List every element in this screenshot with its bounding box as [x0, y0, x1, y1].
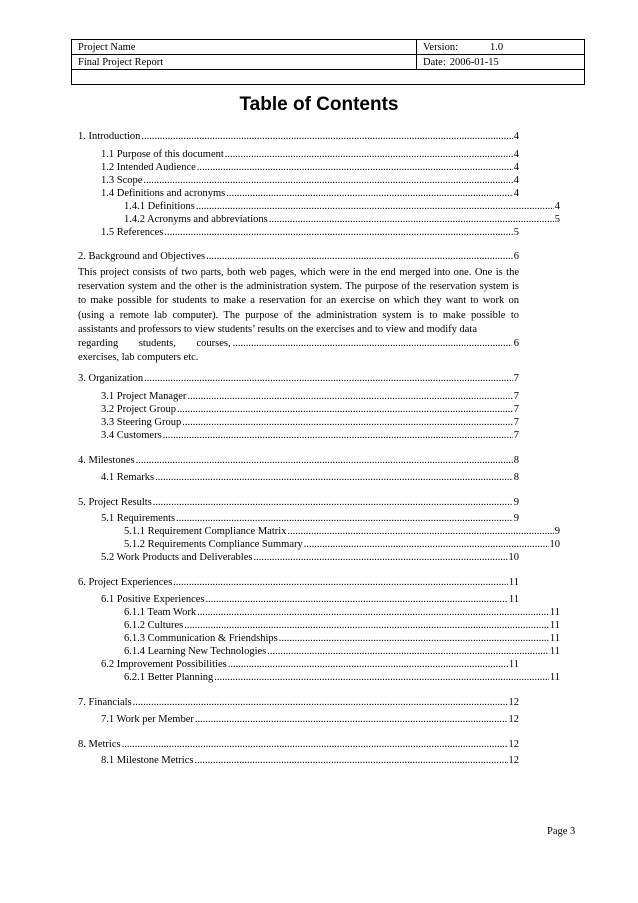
toc-leader-dots — [153, 496, 513, 509]
toc-entry-page: 8 — [513, 472, 519, 483]
report-name-cell: Final Project Report — [72, 55, 417, 70]
background-paragraph-tail-text: regarding students, courses, exercises, lab computers etc. — [78, 338, 231, 364]
toc-entry-page: 4 — [513, 188, 519, 199]
toc-entry-page: 8 — [513, 455, 519, 466]
toc-entry-label: 3.3 Steering Group — [101, 417, 182, 428]
toc-leader-dots — [141, 130, 512, 143]
toc-entry-label: 4.1 Remarks — [101, 472, 155, 483]
toc-entry-5[interactable] — [78, 496, 519, 509]
toc-entry-6-1-3[interactable] — [124, 632, 560, 645]
toc-entry-label: 5.1.1 Requirement Compliance Matrix — [124, 526, 287, 537]
toc-entry-page: 11 — [508, 577, 519, 588]
toc-entry-label: 1.2 Intended Audience — [101, 162, 196, 173]
toc-entry-label: 5. Project Results — [78, 497, 152, 508]
toc-entry-page: 12 — [508, 714, 519, 725]
toc-entry-7[interactable] — [78, 696, 519, 709]
toc-leader-dots — [214, 671, 549, 684]
toc-entry-1[interactable] — [78, 130, 519, 143]
toc-leader-dots — [143, 174, 512, 187]
toc-entry-label: 6.2.1 Better Planning — [124, 672, 214, 683]
toc-entry-label: 6.1.2 Cultures — [124, 620, 184, 631]
version-label: Version: — [423, 41, 458, 53]
toc-leader-dots — [164, 226, 512, 239]
date-label: Date: — [423, 56, 446, 68]
toc-entry-1-5[interactable] — [101, 226, 519, 239]
page-title: Table of Contents — [239, 94, 399, 115]
toc-entry-label: 3. Organization — [78, 373, 144, 384]
toc-entry-label: 6.1.4 Learning New Technologies — [124, 646, 267, 657]
toc-entry-8[interactable] — [78, 738, 519, 751]
toc-leader-dots — [206, 593, 508, 606]
toc-entry-4[interactable] — [78, 454, 519, 467]
toc-leader-dots — [197, 606, 549, 619]
toc-leader-dots — [267, 645, 549, 658]
toc-entry-label: 2. Background and Objectives — [78, 251, 206, 262]
toc-entry-label: 3.2 Project Group — [101, 404, 176, 415]
toc-entry-7-1[interactable] — [101, 713, 519, 726]
toc-leader-dots — [155, 471, 513, 484]
toc-entry-page: 11 — [549, 620, 560, 631]
toc-entry-page: 11 — [508, 594, 519, 605]
toc-entry-page: 12 — [508, 755, 519, 766]
page-number: Page 3 — [547, 826, 576, 837]
toc-leader-dots — [184, 619, 549, 632]
toc-entry-page: 6 — [513, 251, 519, 262]
toc-entry-label: 8.1 Milestone Metrics — [101, 755, 194, 766]
toc-entry-page: 11 — [549, 607, 560, 618]
toc-entry-page: 10 — [549, 539, 560, 550]
toc-entry-page: 10 — [508, 552, 519, 563]
toc-leader-dots — [197, 161, 513, 174]
toc-leader-dots — [206, 250, 513, 263]
toc-entry-label: 7. Financials — [78, 697, 132, 708]
toc-entry-label: 1.4.1 Definitions — [124, 201, 195, 212]
toc-entry-page: 9 — [513, 497, 519, 508]
toc-entry-5-1-2[interactable] — [124, 538, 560, 551]
background-paragraph — [78, 266, 519, 365]
toc-entry-6-2-1[interactable] — [124, 671, 560, 684]
toc-leader-dots — [225, 148, 513, 161]
toc-entry-label: 6.1.3 Communication & Friendships — [124, 633, 278, 644]
toc-entry-page: 4 — [554, 201, 560, 212]
toc-leader-dots — [233, 337, 512, 351]
toc-leader-dots — [144, 372, 513, 385]
toc-leader-dots — [182, 416, 513, 429]
toc-entry-page: 4 — [513, 149, 519, 160]
toc-entry-page: 5 — [554, 214, 560, 225]
toc-leader-dots — [196, 200, 554, 213]
toc-entry-3[interactable] — [78, 372, 519, 385]
toc-leader-dots — [279, 632, 549, 645]
toc-entry-label: 1. Introduction — [78, 131, 141, 142]
toc-entry-label: 4. Milestones — [78, 455, 135, 466]
toc-entry-page: 11 — [549, 633, 560, 644]
toc-entry-6-1-2[interactable] — [124, 619, 560, 632]
toc-entry-page: 11 — [508, 659, 519, 670]
toc-entry-label: 5.1 Requirements — [101, 513, 176, 524]
toc-entry-5-1-1[interactable] — [124, 525, 560, 538]
toc-leader-dots — [187, 390, 512, 403]
toc-entry-page: 11 — [549, 646, 560, 657]
toc-leader-dots — [136, 454, 513, 467]
toc-entry-label: 5.1.2 Requirements Compliance Summary — [124, 539, 303, 550]
toc-leader-dots — [195, 713, 508, 726]
toc-leader-dots — [133, 696, 508, 709]
background-paragraph-tail — [78, 337, 519, 365]
toc-entry-1-4-2[interactable] — [124, 213, 560, 226]
toc-entry-label: 1.1 Purpose of this document — [101, 149, 224, 160]
toc-entry-3-1[interactable] — [101, 390, 519, 403]
toc-entry-label: 7.1 Work per Member — [101, 714, 194, 725]
toc-entry-label: 1.3 Scope — [101, 175, 143, 186]
toc-leader-dots — [177, 403, 513, 416]
toc-entry-3-4[interactable] — [101, 429, 519, 442]
toc-leader-dots — [163, 429, 513, 442]
toc-entry-page: 7 — [513, 430, 519, 441]
toc-entry-6-1-1[interactable] — [124, 606, 560, 619]
toc-entry-1-1[interactable] — [101, 148, 519, 161]
toc-entry-label: 1.5 References — [101, 227, 164, 238]
background-paragraph-page: 6 — [513, 338, 519, 350]
toc-entry-page: 9 — [513, 513, 519, 524]
toc-entry-page: 4 — [513, 131, 519, 142]
toc-entry-label: 6.1.1 Team Work — [124, 607, 197, 618]
toc-entry-page: 4 — [513, 162, 519, 173]
toc-entry-1-3[interactable] — [101, 174, 519, 187]
toc-entry-1-4[interactable] — [101, 187, 519, 200]
toc-entry-page: 7 — [513, 391, 519, 402]
toc-entry-page: 12 — [508, 697, 519, 708]
toc-leader-dots — [228, 658, 508, 671]
toc-entry-label: 1.4 Definitions and acronyms — [101, 188, 226, 199]
date-value: 2006-01-15 — [449, 56, 499, 68]
toc-leader-dots — [253, 551, 507, 564]
toc-entry-4-1[interactable] — [101, 471, 519, 484]
background-paragraph-text: This project consists of two parts, both web pages, which were in the end merged into one. One is the reservation system and the other is the administration system. The purpose of the reservation system is to make possible for students to make a reservation for an exercise on which they want to work on (using a remote lab computer). The purpose of the administration system is to make possible to assistants and professors to view students’ results on the exercises and to view and modify data — [78, 267, 519, 335]
toc-leader-dots — [173, 576, 508, 589]
toc-entry-6-1[interactable] — [101, 593, 519, 606]
toc-entry-6-1-4[interactable] — [124, 645, 560, 658]
toc-entry-page: 12 — [508, 739, 519, 750]
toc-entry-page: 9 — [554, 526, 560, 537]
toc-entry-3-2[interactable] — [101, 403, 519, 416]
toc-entry-label: 1.4.2 Acronyms and abbreviations — [124, 214, 268, 225]
toc-entry-5-1[interactable] — [101, 512, 519, 525]
toc-entry-1-4-1[interactable] — [124, 200, 560, 213]
toc-entry-label: 6.1 Positive Experiences — [101, 594, 205, 605]
toc-entry-page: 7 — [513, 373, 519, 384]
toc-entry-3-3[interactable] — [101, 416, 519, 429]
toc-entry-6[interactable] — [78, 576, 519, 589]
toc-entry-page: 11 — [549, 672, 560, 683]
toc-entry-label: 5.2 Work Products and Deliverables — [101, 552, 253, 563]
toc-leader-dots — [287, 525, 553, 538]
toc-entry-8-1[interactable] — [101, 754, 519, 767]
toc-entry-label: 6. Project Experiences — [78, 577, 173, 588]
toc-entry-6-2[interactable] — [101, 658, 519, 671]
toc-leader-dots — [194, 754, 507, 767]
toc-entry-label: 6.2 Improvement Possibilities — [101, 659, 227, 670]
project-name-cell: Project Name — [72, 40, 417, 55]
toc-entry-page: 7 — [513, 417, 519, 428]
toc-entry-1-2[interactable] — [101, 161, 519, 174]
toc-leader-dots — [122, 738, 508, 751]
toc-entry-page: 5 — [513, 227, 519, 238]
toc-leader-dots — [304, 538, 549, 551]
toc-entry-label: 3.4 Customers — [101, 430, 162, 441]
toc-leader-dots — [176, 512, 513, 525]
toc-entry-5-2[interactable] — [101, 551, 519, 564]
version-value: 1.0 — [490, 41, 504, 53]
toc-entry-page: 7 — [513, 404, 519, 415]
toc-entry-label: 8. Metrics — [78, 739, 121, 750]
toc-entry-2[interactable] — [78, 250, 519, 263]
toc-entry-label: 3.1 Project Manager — [101, 391, 187, 402]
toc-leader-dots — [226, 187, 513, 200]
toc-entry-page: 4 — [513, 175, 519, 186]
toc-leader-dots — [269, 213, 554, 226]
